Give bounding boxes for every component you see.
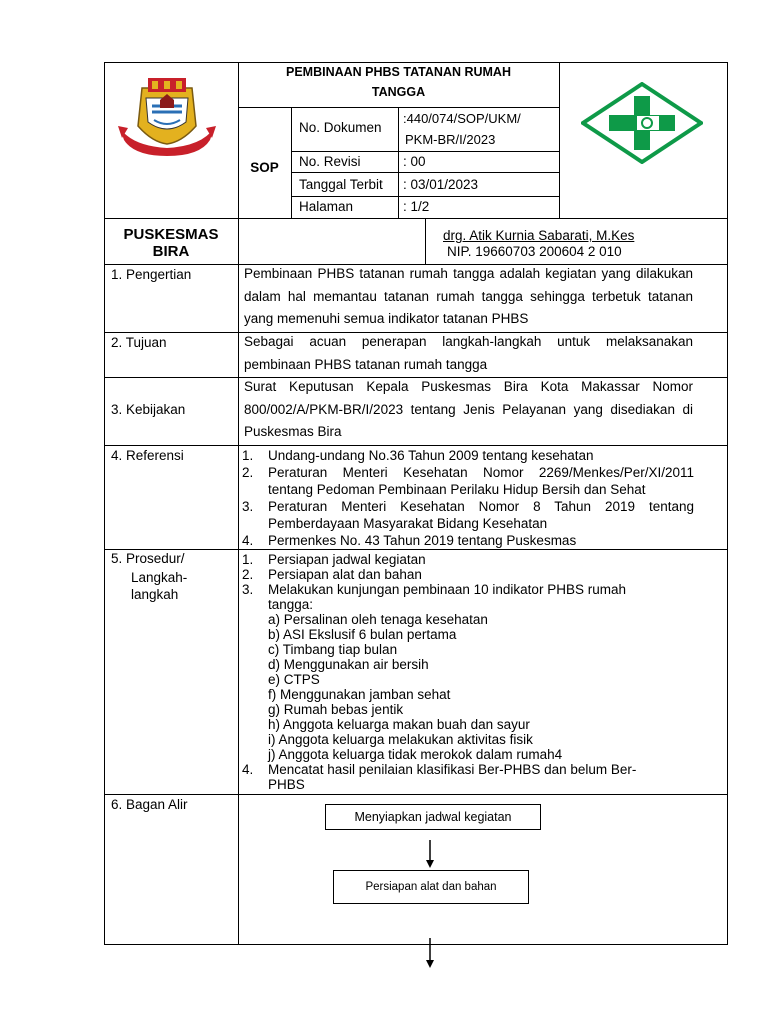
divider	[291, 196, 560, 197]
list-item: i) Anggota keluarga melakukan aktivitas fisik	[268, 732, 533, 747]
list-item: 3. Peraturan Menteri Kesehatan Nomor 8 Tahun 2019 tentang Pemberdayaan Masyarakat Bidang Kesehatan	[242, 499, 694, 531]
divider	[559, 62, 560, 218]
divider	[291, 107, 292, 218]
list-item: c) Timbang tiap bulan	[268, 642, 398, 657]
section-text-kebijakan: Surat Keputusan Kepala Puskesmas Bira Kota Makassar Nomor 800/002/A/PKM-BR/I/2023 tentang Jenis Pelayanan yang disediakan di Puskesmas Bira	[244, 379, 693, 439]
divider	[398, 107, 399, 218]
list-item: 4. Mencatat hasil penilaian klasifikasi Ber-PHBS dan belum Ber-	[242, 762, 637, 777]
flow-box: Menyiapkan jadwal kegiatan	[325, 804, 541, 830]
divider	[425, 218, 426, 264]
section-label-prosedur-cont: Langkah-	[131, 570, 188, 585]
flow-box: Persiapan alat dan bahan	[333, 870, 529, 904]
section-label-prosedur: 5. Prosedur/	[111, 551, 185, 566]
meta-value-tanggal: : 03/01/2023	[403, 177, 479, 192]
section-text-tujuan: Sebagai acuan penerapan langkah-langkah untuk melaksanakan pembinaan PHBS tatanan rumah tangga	[244, 334, 693, 372]
org-name-cont: BIRA	[152, 243, 190, 260]
section-label-bagan: 6. Bagan Alir	[111, 797, 188, 812]
list-item: e) CTPS	[268, 672, 320, 687]
meta-value-dokumen-cont: PKM-BR/I/2023	[405, 132, 496, 147]
meta-label-dokumen: No. Dokumen	[299, 120, 382, 135]
list-item: a) Persalinan oleh tenaga kesehatan	[268, 612, 488, 627]
list-item: g) Rumah bebas jentik	[268, 702, 404, 717]
city-emblem-icon	[112, 76, 222, 160]
divider	[238, 62, 239, 945]
list-item: f) Menggunakan jamban sehat	[268, 687, 451, 702]
section-text-pengertian: Pembinaan PHBS tatanan rumah tangga adalah kegiatan yang dilakukan dalam hal memantau tatanan rumah tangga sehingga terbetuk tatanan yang memenuhi semua indikator tatanan PHBS	[244, 266, 693, 326]
section-label-kebijakan: 3. Kebijakan	[111, 402, 186, 417]
list-item: PHBS	[268, 777, 305, 792]
flow-arrow	[420, 936, 440, 972]
list-item: 1. Undang-undang No.36 Tahun 2009 tentang kesehatan	[242, 448, 594, 463]
divider	[291, 172, 560, 173]
meta-label-revisi: No. Revisi	[299, 154, 361, 169]
divider	[104, 794, 728, 795]
list-item: 2. Persiapan alat dan bahan	[242, 567, 422, 582]
list-item: b) ASI Ekslusif 6 bulan pertama	[268, 627, 457, 642]
list-item: j) Anggota keluarga tidak merokok dalam rumah4	[268, 747, 563, 762]
divider	[291, 151, 560, 152]
divider	[104, 549, 728, 550]
list-item: h) Anggota keluarga makan buah dan sayur	[268, 717, 530, 732]
section-label-prosedur-cont: langkah	[131, 587, 179, 602]
section-label-referensi: 4. Referensi	[111, 448, 184, 463]
list-item: d) Menggunakan air bersih	[268, 657, 429, 672]
section-label-pengertian: 1. Pengertian	[111, 267, 192, 282]
meta-label-halaman: Halaman	[299, 199, 354, 214]
puskesmas-cross-icon	[581, 82, 703, 164]
list-item: 1. Persiapan jadwal kegiatan	[242, 552, 426, 567]
list-item: 4. Permenkes No. 43 Tahun 2019 tentang Puskesmas	[242, 533, 577, 548]
sop-label: SOP	[250, 160, 279, 175]
section-label-tujuan: 2. Tujuan	[111, 335, 167, 350]
org-name: PUSKESMAS	[123, 226, 219, 243]
table-border-right	[727, 62, 728, 945]
list-item: 3. Melakukan kunjungan pembinaan 10 indikator PHBS rumah	[242, 582, 626, 597]
table-border-left	[104, 62, 105, 945]
signer-name: drg. Atik Kurnia Sabarati, M.Kes	[443, 228, 635, 243]
meta-value-halaman: : 1/2	[403, 199, 430, 214]
document-title: PEMBINAAN PHBS TATANAN RUMAH	[286, 65, 511, 79]
divider	[104, 445, 728, 446]
table-border-bottom	[104, 944, 728, 945]
referensi-list	[242, 447, 694, 549]
flow-arrow	[420, 838, 440, 870]
signer-nip: NIP. 19660703 200604 2 010	[447, 244, 622, 259]
list-item: 2. Peraturan Menteri Kesehatan Nomor 2269/Menkes/Per/XI/2011 tentang Pedoman Pembinaan Perilaku Hidup Bersih dan Sehat	[242, 465, 694, 497]
divider	[104, 218, 728, 219]
document-title-cont: TANGGA	[371, 85, 426, 99]
meta-value-dokumen: :440/074/SOP/UKM/	[403, 111, 521, 126]
meta-value-revisi: : 00	[403, 154, 426, 169]
prosedur-list	[242, 552, 694, 792]
list-item: tangga:	[268, 597, 314, 612]
meta-label-tanggal: Tanggal Terbit	[299, 177, 383, 192]
